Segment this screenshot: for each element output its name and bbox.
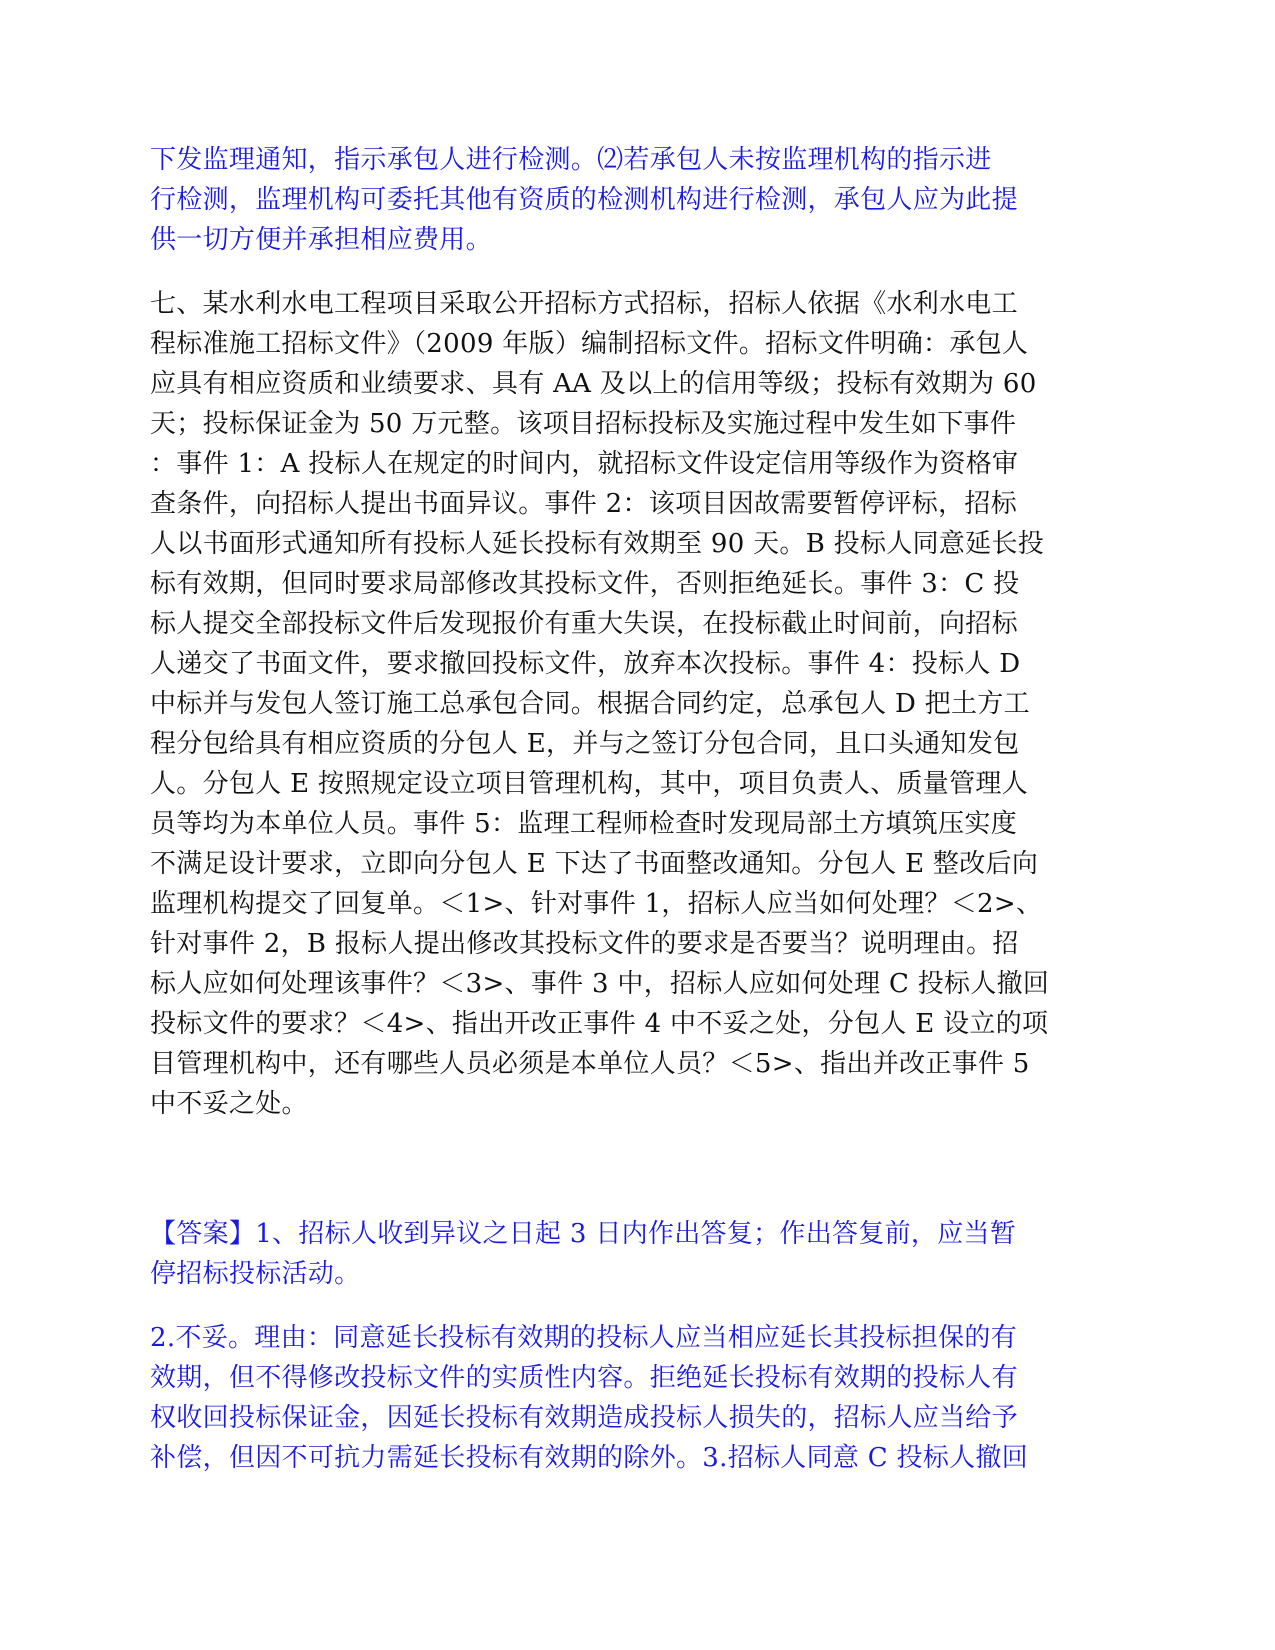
text-line: 供一切方便并承担相应费用。 xyxy=(150,225,492,255)
text-line: 人。分包人 E 按照规定设立项目管理机构，其中，项目负责人、质量管理人 xyxy=(150,769,1029,799)
text-line: 下发监理通知，指示承包人进行检测。⑵若承包人未按监理机构的指示进 xyxy=(150,145,992,175)
text-line: 应具有相应资质和业绩要求、具有 AA 及以上的信用等级；投标有效期为 60 xyxy=(150,369,1037,399)
text-line: 人以书面形式通知所有投标人延长投标有效期至 90 天。B 投标人同意延长投 xyxy=(150,529,1045,559)
text-line: 针对事件 2，B 报标人提出修改其投标文件的要求是否要当？说明理由。招 xyxy=(150,929,1019,959)
document-page xyxy=(150,140,1110,1478)
text-line: ：事件 1：A 投标人在规定的时间内，就招标文件设定信用等级作为资格审 xyxy=(150,449,1019,479)
text-line: 标人应如何处理该事件？＜3>、事件 3 中，招标人应如何处理 C 投标人撤回 xyxy=(150,969,1050,999)
text-line: 补偿，但因不可抗力需延长投标有效期的除外。3.招标人同意 C 投标人撤回 xyxy=(150,1443,1029,1473)
text-line: 2.不妥。理由：同意延长投标有效期的投标人应当相应延长其投标担保的有 xyxy=(150,1323,1018,1353)
text-line: 目管理机构中，还有哪些人员必须是本单位人员？＜5>、指出并改正事件 5 xyxy=(150,1049,1030,1079)
text-line: 人递交了书面文件，要求撤回投标文件，放弃本次投标。事件 4：投标人 D xyxy=(150,649,1021,679)
text-line: 停招标投标活动。 xyxy=(150,1259,361,1289)
text-line: 不满足设计要求，立即向分包人 E 下达了书面整改通知。分包人 E 整改后向 xyxy=(150,849,1039,879)
text-line: 中标并与发包人签订施工总承包合同。根据合同约定，总承包人 D 把土方工 xyxy=(150,689,1030,719)
text-line: 标人提交全部投标文件后发现报价有重大失误，在投标截止时间前，向招标 xyxy=(150,609,1018,639)
text-line: 标有效期，但同时要求局部修改其投标文件，否则拒绝延长。事件 3：C 投 xyxy=(150,569,1020,599)
previous-answer-continuation xyxy=(150,140,1110,260)
text-line: 查条件，向招标人提出书面异议。事件 2：该项目因故需要暂停评标，招标 xyxy=(150,489,1018,519)
text-line: 程标准施工招标文件》（2009 年版）编制招标文件。招标文件明确：承包人 xyxy=(150,329,1029,359)
text-line: 效期，但不得修改投标文件的实质性内容。拒绝延长投标有效期的投标人有 xyxy=(150,1363,1018,1393)
answer-block-2 xyxy=(150,1318,1110,1478)
text-line: 员等均为本单位人员。事件 5：监理工程师检查时发现局部土方填筑压实度 xyxy=(150,809,1018,839)
question-seven xyxy=(150,284,1110,1124)
text-line: 投标文件的要求？＜4>、指出开改正事件 4 中不妥之处，分包人 E 设立的项 xyxy=(150,1009,1049,1039)
text-line: 天；投标保证金为 50 万元整。该项目招标投标及实施过程中发生如下事件 xyxy=(150,409,1017,439)
text-line: 权收回投标保证金，因延长投标有效期造成投标人损失的，招标人应当给予 xyxy=(150,1403,1018,1433)
text-line: 【答案】1、招标人收到异议之日起 3 日内作出答复；作出答复前，应当暂 xyxy=(150,1219,1017,1249)
text-line: 行检测，监理机构可委托其他有资质的检测机构进行检测，承包人应为此提 xyxy=(150,185,1018,215)
answer-block xyxy=(150,1214,1110,1294)
text-line: 程分包给具有相应资质的分包人 E，并与之签订分包合同，且口头通知发包 xyxy=(150,729,1020,759)
text-line: 中不妥之处。 xyxy=(150,1089,308,1119)
text-line: 七、某水利水电工程项目采取公开招标方式招标，招标人依据《水利水电工 xyxy=(150,289,1018,319)
text-line: 监理机构提交了回复单。＜1>、针对事件 1，招标人应当如何处理？＜2>、 xyxy=(150,889,1043,919)
